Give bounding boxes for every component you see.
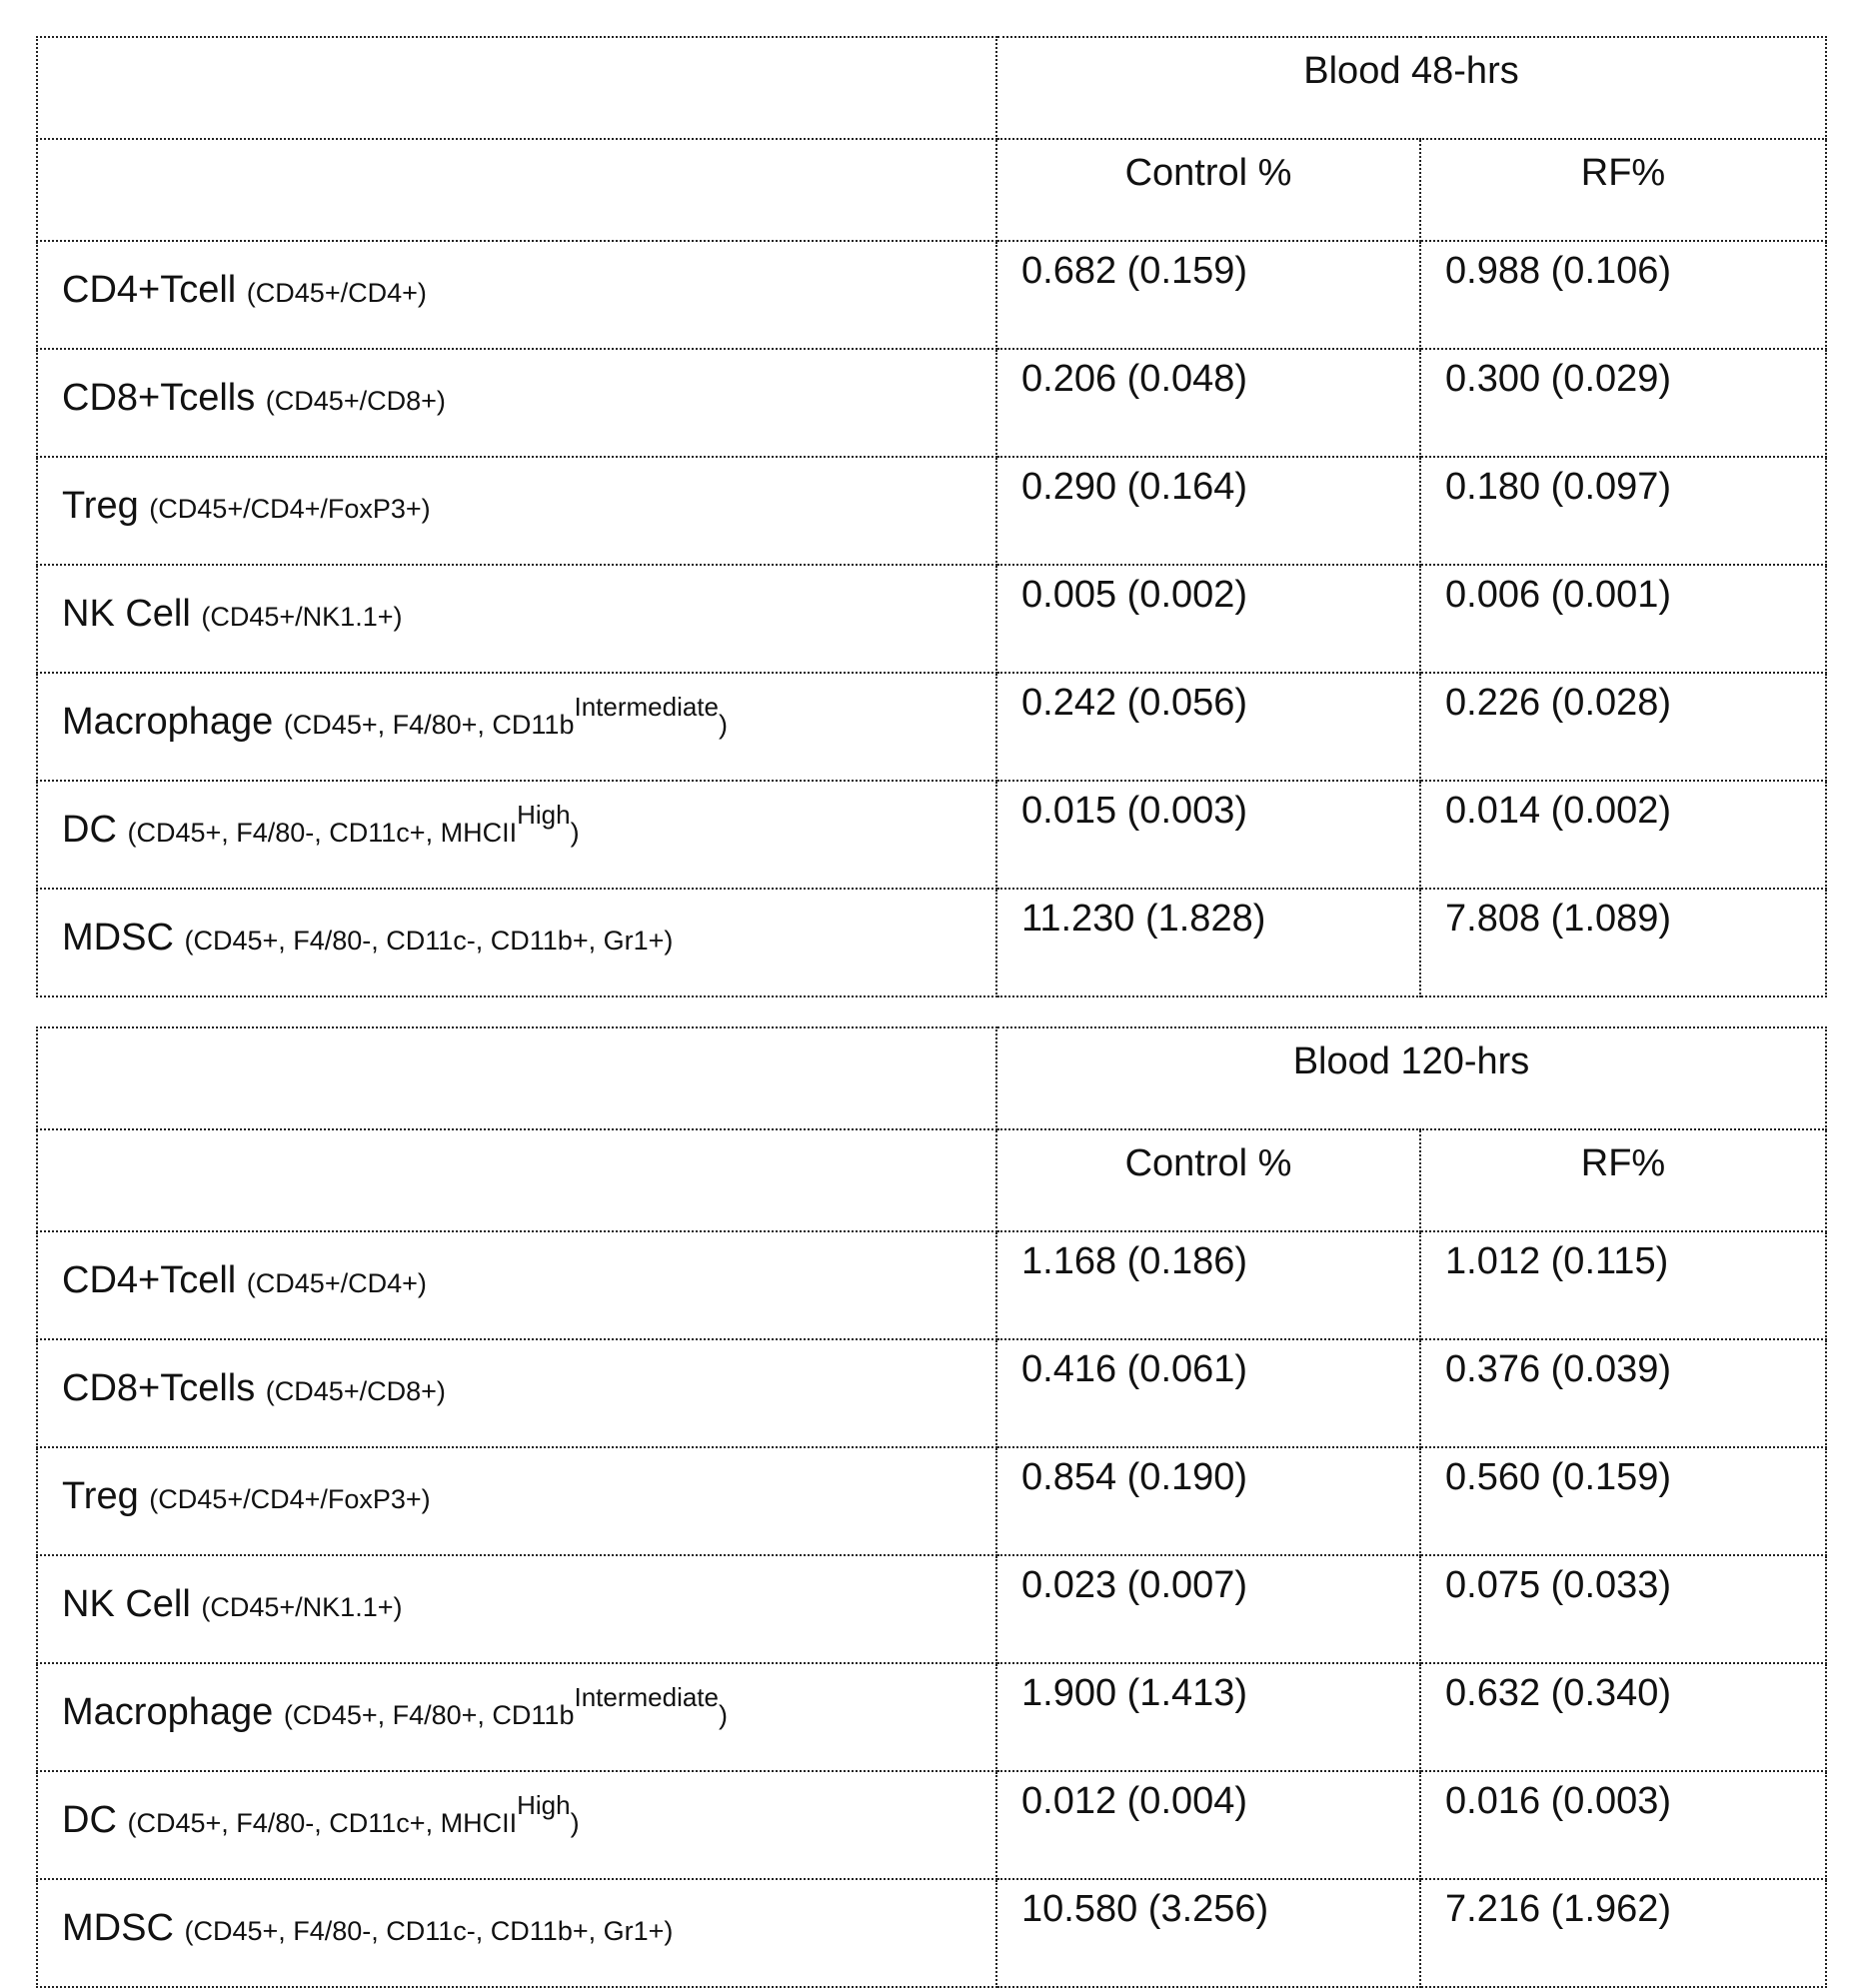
control-value: 10.580 (3.256) bbox=[996, 1879, 1420, 1987]
rf-value: 7.216 (1.962) bbox=[1420, 1879, 1826, 1987]
col-header-control: Control % bbox=[996, 1129, 1420, 1231]
rf-value: 0.300 (0.029) bbox=[1420, 349, 1826, 457]
table-row bbox=[37, 1879, 1826, 1987]
markers-close: ) bbox=[571, 1808, 580, 1838]
table-row bbox=[37, 565, 1826, 673]
rf-value: 0.016 (0.003) bbox=[1420, 1771, 1826, 1879]
markers-text: (CD45+, F4/80+, CD11b bbox=[284, 710, 575, 740]
cell-markers bbox=[201, 602, 402, 632]
table-row bbox=[37, 1663, 1826, 1771]
cell-type-name: MDSC bbox=[62, 917, 174, 959]
rf-value: 7.808 (1.089) bbox=[1420, 889, 1826, 996]
table-row bbox=[37, 673, 1826, 781]
cell-markers bbox=[184, 1916, 673, 1946]
cell-type-name: MDSC bbox=[62, 1907, 174, 1949]
cell-markers bbox=[201, 1592, 402, 1622]
markers-close: ) bbox=[571, 818, 580, 848]
cell-type-name: CD4+Tcell bbox=[62, 1259, 236, 1301]
marker-superscript: High bbox=[517, 800, 570, 830]
cell-markers bbox=[127, 818, 579, 848]
markers-text: (CD45+, F4/80-, CD11c-, CD11b+, Gr1+) bbox=[184, 926, 673, 956]
cell-type-name: Macrophage bbox=[62, 701, 273, 743]
cell-markers bbox=[184, 926, 673, 956]
control-value: 0.206 (0.048) bbox=[996, 349, 1420, 457]
markers-text: (CD45+, F4/80-, CD11c-, CD11b+, Gr1+) bbox=[184, 1916, 673, 1946]
rf-value: 0.226 (0.028) bbox=[1420, 673, 1826, 781]
table-row bbox=[37, 1555, 1826, 1663]
markers-text: (CD45+, F4/80-, CD11c+, MHCII bbox=[127, 818, 517, 848]
cell-type-label bbox=[37, 241, 996, 349]
markers-text: (CD45+/CD4+/FoxP3+) bbox=[149, 1484, 430, 1514]
cell-type-label bbox=[37, 349, 996, 457]
cell-markers bbox=[284, 710, 728, 740]
rf-value: 1.012 (0.115) bbox=[1420, 1231, 1826, 1339]
cell-type-label bbox=[37, 673, 996, 781]
table-row bbox=[37, 349, 1826, 457]
marker-superscript: Intermediate bbox=[574, 692, 719, 722]
empty-cell bbox=[37, 37, 996, 139]
empty-cell bbox=[37, 1027, 996, 1129]
cell-type-label bbox=[37, 565, 996, 673]
cell-type-name: NK Cell bbox=[62, 1583, 191, 1625]
control-value: 11.230 (1.828) bbox=[996, 889, 1420, 996]
cell-type-label bbox=[37, 1555, 996, 1663]
cell-type-name: CD8+Tcells bbox=[62, 377, 255, 419]
table-title: Blood 120-hrs bbox=[996, 1027, 1826, 1129]
cell-markers bbox=[247, 278, 427, 308]
title-row bbox=[37, 37, 1826, 139]
control-value: 0.682 (0.159) bbox=[996, 241, 1420, 349]
rf-value: 0.988 (0.106) bbox=[1420, 241, 1826, 349]
markers-text: (CD45+/CD8+) bbox=[266, 386, 446, 416]
col-header-rf: RF% bbox=[1420, 1129, 1826, 1231]
cell-type-label bbox=[37, 1663, 996, 1771]
control-value: 0.015 (0.003) bbox=[996, 781, 1420, 889]
cell-type-label bbox=[37, 1447, 996, 1555]
rf-value: 0.376 (0.039) bbox=[1420, 1339, 1826, 1447]
table-row bbox=[37, 1771, 1826, 1879]
cell-type-label bbox=[37, 1231, 996, 1339]
cell-markers bbox=[149, 494, 430, 524]
table-row bbox=[37, 781, 1826, 889]
table-row bbox=[37, 889, 1826, 996]
control-value: 0.012 (0.004) bbox=[996, 1771, 1420, 1879]
cell-markers bbox=[149, 1484, 430, 1514]
control-value: 0.416 (0.061) bbox=[996, 1339, 1420, 1447]
rf-value: 0.014 (0.002) bbox=[1420, 781, 1826, 889]
rf-value: 0.075 (0.033) bbox=[1420, 1555, 1826, 1663]
cell-type-label bbox=[37, 1771, 996, 1879]
header-row bbox=[37, 139, 1826, 241]
control-value: 0.023 (0.007) bbox=[996, 1555, 1420, 1663]
cell-type-name: Macrophage bbox=[62, 1691, 273, 1733]
empty-cell bbox=[37, 139, 996, 241]
markers-text: (CD45+, F4/80+, CD11b bbox=[284, 1700, 575, 1730]
marker-superscript: High bbox=[517, 1790, 570, 1820]
blood-48hrs-table bbox=[36, 36, 1827, 997]
blood-120hrs-table bbox=[36, 1026, 1827, 1988]
markers-close: ) bbox=[719, 1700, 728, 1730]
col-header-rf: RF% bbox=[1420, 139, 1826, 241]
control-value: 0.290 (0.164) bbox=[996, 457, 1420, 565]
rf-value: 0.632 (0.340) bbox=[1420, 1663, 1826, 1771]
cell-type-label bbox=[37, 1339, 996, 1447]
markers-text: (CD45+/NK1.1+) bbox=[201, 1592, 402, 1622]
cell-type-label bbox=[37, 1879, 996, 1987]
markers-text: (CD45+/NK1.1+) bbox=[201, 602, 402, 632]
control-value: 0.005 (0.002) bbox=[996, 565, 1420, 673]
markers-text: (CD45+/CD8+) bbox=[266, 1376, 446, 1406]
markers-text: (CD45+/CD4+) bbox=[247, 278, 427, 308]
cell-markers bbox=[127, 1808, 579, 1838]
col-header-control: Control % bbox=[996, 139, 1420, 241]
cell-type-name: DC bbox=[62, 809, 117, 851]
cell-type-label bbox=[37, 889, 996, 996]
title-row bbox=[37, 1027, 1826, 1129]
markers-close: ) bbox=[719, 710, 728, 740]
markers-text: (CD45+, F4/80-, CD11c+, MHCII bbox=[127, 1808, 517, 1838]
cell-type-name: NK Cell bbox=[62, 593, 191, 635]
rf-value: 0.006 (0.001) bbox=[1420, 565, 1826, 673]
cell-markers bbox=[247, 1268, 427, 1298]
cell-markers bbox=[266, 1376, 446, 1406]
table-row bbox=[37, 457, 1826, 565]
control-value: 0.242 (0.056) bbox=[996, 673, 1420, 781]
empty-cell bbox=[37, 1129, 996, 1231]
rf-value: 0.180 (0.097) bbox=[1420, 457, 1826, 565]
cell-type-name: DC bbox=[62, 1799, 117, 1841]
cell-type-name: CD4+Tcell bbox=[62, 269, 236, 311]
table-row bbox=[37, 241, 1826, 349]
control-value: 1.900 (1.413) bbox=[996, 1663, 1420, 1771]
marker-superscript: Intermediate bbox=[574, 1682, 719, 1712]
cell-type-name: Treg bbox=[62, 485, 139, 527]
header-row bbox=[37, 1129, 1826, 1231]
table-row bbox=[37, 1339, 1826, 1447]
cell-type-label bbox=[37, 457, 996, 565]
table-title: Blood 48-hrs bbox=[996, 37, 1826, 139]
cell-type-name: Treg bbox=[62, 1475, 139, 1517]
control-value: 1.168 (0.186) bbox=[996, 1231, 1420, 1339]
rf-value: 0.560 (0.159) bbox=[1420, 1447, 1826, 1555]
markers-text: (CD45+/CD4+/FoxP3+) bbox=[149, 494, 430, 524]
markers-text: (CD45+/CD4+) bbox=[247, 1268, 427, 1298]
cell-type-name: CD8+Tcells bbox=[62, 1367, 255, 1409]
table-row bbox=[37, 1447, 1826, 1555]
cell-markers bbox=[284, 1700, 728, 1730]
cell-type-label bbox=[37, 781, 996, 889]
cell-markers bbox=[266, 386, 446, 416]
table-row bbox=[37, 1231, 1826, 1339]
control-value: 0.854 (0.190) bbox=[996, 1447, 1420, 1555]
